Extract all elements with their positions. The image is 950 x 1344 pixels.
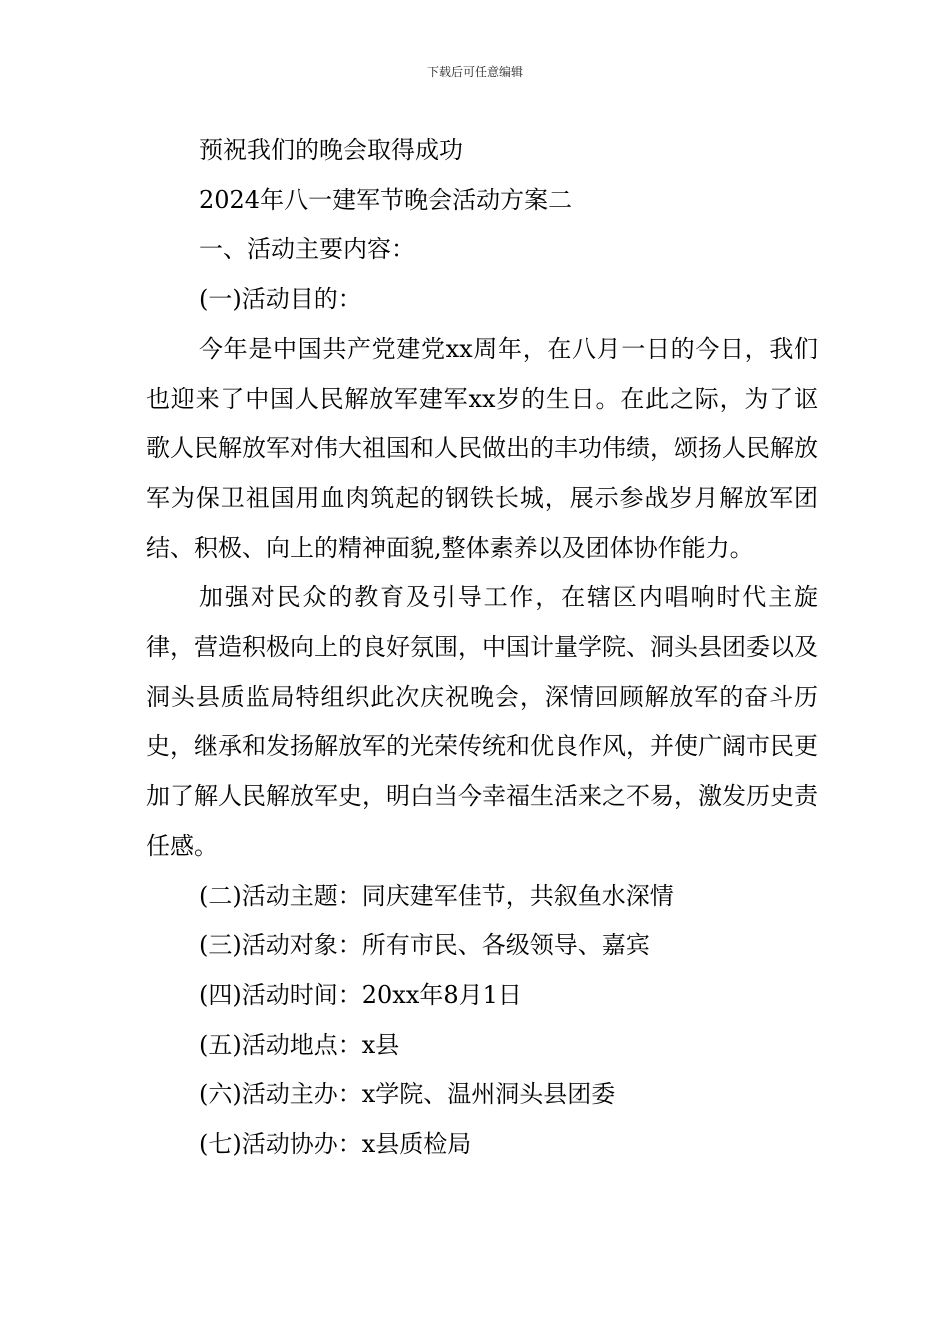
item-co-organizer: (七)活动协办：x县质检局 xyxy=(199,1130,472,1159)
section-title: 2024年八一建军节晚会活动方案二 xyxy=(199,185,573,214)
item-time: (四)活动时间：20xx年8月1日 xyxy=(199,980,522,1009)
page-header-note: 下载后可任意编辑 xyxy=(426,65,523,79)
item-organizer: (六)活动主办：x学院、温州洞头县团委 xyxy=(199,1080,616,1109)
document-body xyxy=(146,126,818,1170)
item-location: (五)活动地点：x县 xyxy=(199,1030,400,1059)
item-theme: (二)活动主题：同庆建军佳节，共叙鱼水深情 xyxy=(199,881,674,910)
section-heading-main-content: 一、活动主要内容： xyxy=(199,235,415,264)
subheading-purpose: (一)活动目的： xyxy=(199,285,362,314)
closing-line: 预祝我们的晚会取得成功 xyxy=(199,136,463,164)
purpose-paragraph-1: 今年是中国共产党建党xx周年，在八月一日的今日，我们也迎来了中国人民解放军建军xx岁的生日。在此之际，为了讴歌人民解放军对伟大祖国和人民做出的丰功伟绩，颂扬人民解放军为保卫祖国用血肉筑起的钢铁长城，展示参战岁月解放军团结、积极、向上的精神面貌,整体素养以及团体协作能力。 xyxy=(146,334,818,562)
purpose-paragraph-2: 加强对民众的教育及引导工作，在辖区内唱响时代主旋律，营造积极向上的良好氛围，中国计量学院、洞头县团委以及洞头县质监局特组织此次庆祝晚会，深情回顾解放军的奋斗历史，继承和发扬解放军的光荣传统和优良作风，并使广阔市民更加了解人民解放军史，明白当今幸福生活来之不易，激发历史责任感。 xyxy=(146,583,818,860)
item-audience: (三)活动对象：所有市民、各级领导、嘉宾 xyxy=(199,931,650,960)
